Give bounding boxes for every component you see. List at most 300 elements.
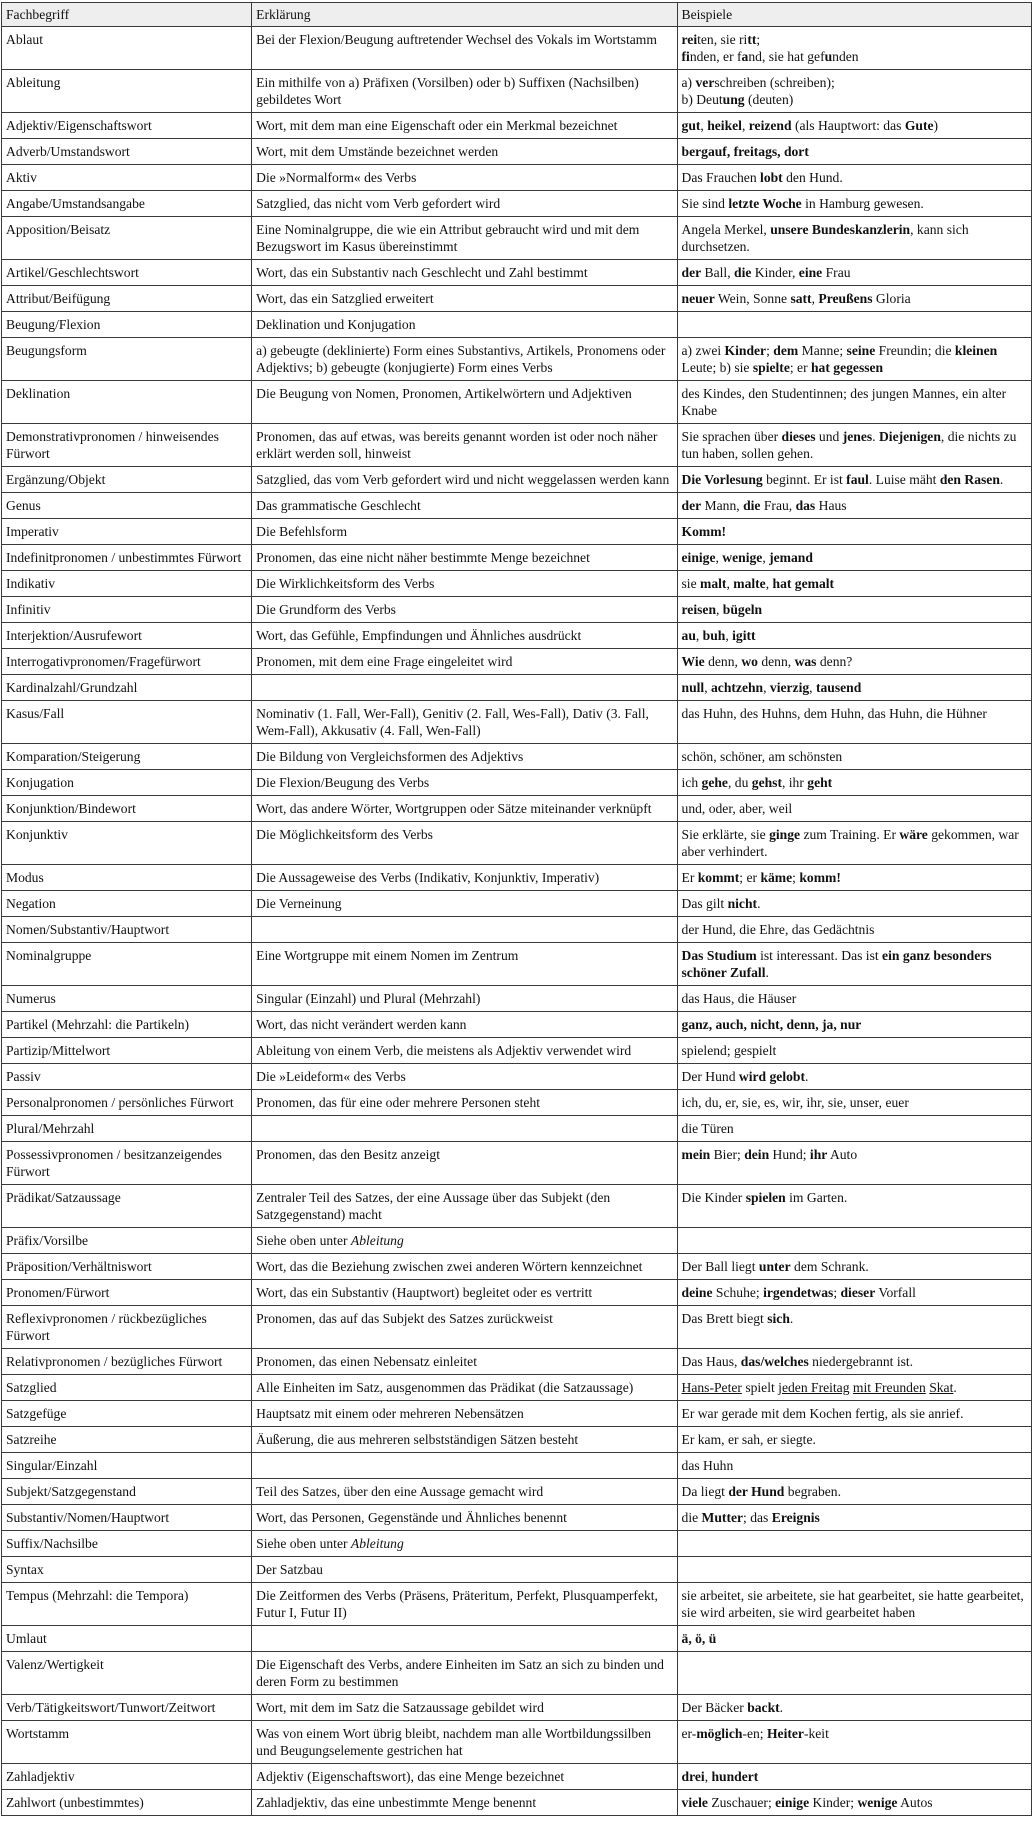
definition-cell <box>252 744 677 770</box>
definition-cell <box>252 1583 677 1626</box>
term-cell: Relativpronomen / bezügliches Fürwort <box>2 1349 252 1375</box>
text-segment: denn, <box>704 654 742 669</box>
text-segment: ist interessant. Das ist <box>756 948 883 963</box>
text-segment: Ein mithilfe von a) Präfixen (Vorsilben) oder b) Suffixen (Nachsilben) gebildetes Wort <box>256 75 639 107</box>
text-segment: Er kam, er sah, er siegte. <box>681 1432 816 1447</box>
definition-cell <box>252 70 677 113</box>
term-cell: Indefinitpronomen / unbestimmtes Fürwort <box>2 545 252 571</box>
text-segment: jeden Freitag <box>778 1380 850 1395</box>
text-segment: Die Verneinung <box>256 896 342 911</box>
text-segment: . Luise mäht <box>868 472 940 487</box>
term-cell: Satzgefüge <box>2 1401 252 1427</box>
term-cell: Tempus (Mehrzahl: die Tempora) <box>2 1583 252 1626</box>
text-segment: Sie erklärte, sie <box>681 827 770 842</box>
definition-cell <box>252 986 677 1012</box>
text-segment: wo <box>741 654 758 669</box>
example-cell <box>677 1116 1031 1142</box>
text-segment: , die nichts zu tun haben, sollen gehen. <box>681 429 1017 461</box>
table-row <box>2 1505 1032 1531</box>
definition-cell <box>252 1505 677 1531</box>
term-cell: Suffix/Nachsilbe <box>2 1531 252 1557</box>
text-segment: gehe <box>701 775 728 790</box>
text-segment: Kinder; <box>809 1795 858 1810</box>
definition-cell <box>252 1453 677 1479</box>
text-segment: . <box>953 1380 957 1395</box>
text-segment: beginnt. Er ist <box>762 472 847 487</box>
term-cell: Indikativ <box>2 571 252 597</box>
term-cell: Plural/Mehrzahl <box>2 1116 252 1142</box>
example-cell <box>677 217 1031 260</box>
table-row <box>2 943 1032 986</box>
text-segment: satt <box>790 291 812 306</box>
term-cell: Umlaut <box>2 1626 252 1652</box>
term-cell: Pronomen/Fürwort <box>2 1280 252 1306</box>
header-row <box>2 3 1032 27</box>
example-cell <box>677 312 1031 338</box>
text-segment: Wort, das Personen, Gegenstände und Ähnliches benennt <box>256 1510 567 1525</box>
term-cell: Subjekt/Satzgegenstand <box>2 1479 252 1505</box>
text-segment: Heiter <box>766 1726 804 1741</box>
text-segment: . <box>804 1069 809 1084</box>
table-row <box>2 1012 1032 1038</box>
definition-cell <box>252 1652 677 1695</box>
text-segment: , <box>700 118 708 133</box>
text-segment: Bier; <box>710 1147 745 1162</box>
text-segment: spielend; gespielt <box>681 1043 777 1058</box>
term-cell: Substantiv/Nomen/Hauptwort <box>2 1505 252 1531</box>
example-cell <box>677 1764 1031 1790</box>
text-segment: Das Haus, <box>681 1354 741 1369</box>
definition-cell <box>252 1721 677 1764</box>
text-segment: , <box>809 680 816 695</box>
text-segment: ten, sie ri <box>697 32 748 47</box>
table-row <box>2 545 1032 571</box>
text-segment: was <box>794 654 817 669</box>
table-row <box>2 1583 1032 1626</box>
definition-cell <box>252 338 677 381</box>
text-segment: nd, sie hat gef <box>748 49 825 64</box>
text-segment: bügeln <box>722 602 763 617</box>
text-segment: Das grammatische Geschlecht <box>256 498 421 513</box>
text-segment: Er <box>681 870 698 885</box>
text-segment: Mutter <box>701 1510 744 1525</box>
text-segment: ; <box>766 343 774 358</box>
table-row <box>2 1090 1032 1116</box>
term-cell: Aktiv <box>2 165 252 191</box>
definition-cell <box>252 943 677 986</box>
definition-cell <box>252 1764 677 1790</box>
text-segment: der <box>681 265 702 280</box>
text-segment: das Huhn <box>681 1458 734 1473</box>
text-segment: Autos <box>897 1795 933 1810</box>
table-row <box>2 381 1032 424</box>
text-segment: Wie <box>681 654 705 669</box>
table-row <box>2 597 1032 623</box>
term-cell: Kardinalzahl/Grundzahl <box>2 675 252 701</box>
term-cell: Deklination <box>2 381 252 424</box>
definition-cell <box>252 1038 677 1064</box>
term-cell: Syntax <box>2 1557 252 1583</box>
text-segment: Er war gerade mit dem Kochen fertig, als sie anrief. <box>681 1406 964 1421</box>
text-segment: der Hund <box>728 1484 785 1499</box>
text-segment: Frau, <box>760 498 796 513</box>
text-segment: ganz, auch, nicht, denn, ja, nur <box>681 1017 862 1032</box>
text-segment: a) gebeugte (deklinierte) Form eines Substantivs, Artikels, Pronomens oder Adjektivs; b) gebeugte (konjugierte) Form eines Verbs <box>256 343 666 375</box>
term-cell: Verb/Tätigkeitswort/Tunwort/Zeitwort <box>2 1695 252 1721</box>
text-segment: . <box>779 1700 784 1715</box>
text-segment: ; das <box>743 1510 772 1525</box>
definition-cell <box>252 519 677 545</box>
table-row <box>2 701 1032 744</box>
example-cell <box>677 1185 1031 1228</box>
text-segment: Satzglied, das nicht vom Verb gefordert wird <box>256 196 501 211</box>
definition-cell <box>252 1142 677 1185</box>
example-cell <box>677 649 1031 675</box>
example-cell <box>677 1306 1031 1349</box>
example-cell <box>677 1721 1031 1764</box>
text-segment: gehst <box>751 775 782 790</box>
term-cell: Artikel/Geschlechtswort <box>2 260 252 286</box>
text-segment: . <box>999 472 1004 487</box>
term-cell: Satzglied <box>2 1375 252 1401</box>
example-cell <box>677 796 1031 822</box>
definition-cell <box>252 1479 677 1505</box>
table-row <box>2 1185 1032 1228</box>
text-segment: dem Schrank. <box>790 1259 869 1274</box>
table-row <box>2 1721 1032 1764</box>
table-row <box>2 1479 1032 1505</box>
term-cell: Valenz/Wertigkeit <box>2 1652 252 1695</box>
text-segment: , <box>811 291 819 306</box>
table-row <box>2 70 1032 113</box>
text-segment: Sie sind <box>681 196 729 211</box>
text-segment: Äußerung, die aus mehreren selbstständigen Sätzen besteht <box>256 1432 579 1447</box>
text-segment: hat gegessen <box>811 360 884 375</box>
example-cell <box>677 865 1031 891</box>
text-segment: Gloria <box>872 291 911 306</box>
text-segment: letzte Woche <box>728 196 802 211</box>
table-row <box>2 1531 1032 1557</box>
definition-cell <box>252 1306 677 1349</box>
text-segment: Nominativ (1. Fall, Wer-Fall), Genitiv (2. Fall, Wes-Fall), Dativ (3. Fall, Wem-Fall), Akkusativ (4. Fall, Wen-Fall) <box>256 706 649 738</box>
text-segment: Das gilt <box>681 896 728 911</box>
definition-cell <box>252 1012 677 1038</box>
text-segment: Zahladjektiv, das eine unbestimmte Menge benennt <box>256 1795 537 1810</box>
text-segment: und <box>815 429 843 444</box>
text-segment: wenige <box>722 550 763 565</box>
text-segment: käme <box>760 870 793 885</box>
definition-cell <box>252 217 677 260</box>
text-segment: unter <box>758 1259 791 1274</box>
definition-cell <box>252 1090 677 1116</box>
text-segment: zum Training. Er <box>800 827 900 842</box>
text-segment: ä, ö, ü <box>681 1631 717 1646</box>
definition-cell <box>252 493 677 519</box>
table-row <box>2 744 1032 770</box>
text-segment: null <box>681 680 705 695</box>
text-segment: Der Satzbau <box>256 1562 323 1577</box>
text-segment: sich <box>767 1311 790 1326</box>
text-segment: dieses <box>781 429 816 444</box>
term-cell: Demonstrativpronomen / hinweisendes Fürwort <box>2 424 252 467</box>
text-segment: die <box>681 1510 702 1525</box>
text-segment: ; <box>756 32 761 47</box>
example-cell <box>677 822 1031 865</box>
table-row <box>2 286 1032 312</box>
text-segment: Ableitung von einem Verb, die meistens als Adjektiv verwendet wird <box>256 1043 632 1058</box>
definition-cell <box>252 865 677 891</box>
text-segment: Pronomen, das für eine oder mehrere Personen steht <box>256 1095 541 1110</box>
example-cell <box>677 467 1031 493</box>
table-row <box>2 519 1032 545</box>
definition-cell <box>252 891 677 917</box>
text-segment: heikel <box>707 118 742 133</box>
text-segment: Ball, <box>701 265 735 280</box>
glossary-header <box>2 3 1032 27</box>
table-row <box>2 338 1032 381</box>
example-cell <box>677 1280 1031 1306</box>
term-cell: Wortstamm <box>2 1721 252 1764</box>
definition-cell <box>252 1626 677 1652</box>
term-cell: Personalpronomen / persönliches Fürwort <box>2 1090 252 1116</box>
table-row <box>2 493 1032 519</box>
example-cell <box>677 1038 1031 1064</box>
term-cell: Konjunktiv <box>2 822 252 865</box>
text-segment: er- <box>681 1726 697 1741</box>
text-segment: im Garten. <box>785 1190 848 1205</box>
term-cell: Satzreihe <box>2 1427 252 1453</box>
definition-cell <box>252 1064 677 1090</box>
text-segment: schön, schöner, am schönsten <box>681 749 843 764</box>
text-segment: reizend <box>748 118 792 133</box>
text-segment: Ableitung <box>350 1536 404 1551</box>
text-segment: Siehe oben unter <box>256 1536 351 1551</box>
text-segment: ; <box>833 1285 841 1300</box>
example-cell <box>677 165 1031 191</box>
text-segment: Leute; b) sie <box>681 360 753 375</box>
term-cell: Zahlwort (unbestimmtes) <box>2 1790 252 1816</box>
text-segment: wird gelobt <box>738 1069 805 1084</box>
text-segment: spielt <box>741 1380 779 1395</box>
text-segment: Die »Normalform« des Verbs <box>256 170 417 185</box>
text-segment: . <box>757 896 761 911</box>
text-segment: Wort, mit dem im Satz die Satzaussage gebildet wird <box>256 1700 544 1715</box>
term-cell: Adjektiv/Eigenschaftswort <box>2 113 252 139</box>
table-row <box>2 1790 1032 1816</box>
text-segment: niedergebrannt ist. <box>808 1354 914 1369</box>
example-cell <box>677 1479 1031 1505</box>
table-row <box>2 1142 1032 1185</box>
table-row <box>2 260 1032 286</box>
text-segment: tt <box>747 32 757 47</box>
text-segment: irgendetwas <box>763 1285 834 1300</box>
text-segment: Das Frauchen <box>681 170 761 185</box>
term-cell: Genus <box>2 493 252 519</box>
text-segment: spielte <box>752 360 790 375</box>
term-cell: Possessivpronomen / besitzanzeigendes Fürwort <box>2 1142 252 1185</box>
text-segment: das Haus, die Häuser <box>681 991 797 1006</box>
text-segment: Gute <box>904 118 934 133</box>
definition-cell <box>252 1401 677 1427</box>
table-row <box>2 1038 1032 1064</box>
text-segment: a) <box>681 75 696 90</box>
table-row <box>2 623 1032 649</box>
term-cell: Negation <box>2 891 252 917</box>
definition-cell <box>252 165 677 191</box>
text-segment: Skat <box>929 1380 954 1395</box>
text-segment: Pronomen, das auf etwas, was bereits genannt worden ist oder noch näher erklärt werden soll, hinweist <box>256 429 658 461</box>
text-segment: Pronomen, das einen Nebensatz einleitet <box>256 1354 477 1369</box>
term-cell: Nominalgruppe <box>2 943 252 986</box>
text-segment: drei <box>681 1769 705 1784</box>
text-segment: den Hund. <box>782 170 843 185</box>
text-segment: Diejenigen <box>878 429 941 444</box>
text-segment: ; <box>792 870 800 885</box>
text-segment: Siehe oben unter <box>256 1233 351 1248</box>
text-segment: buh <box>702 628 726 643</box>
text-segment: des Kindes, den Studentinnen; des jungen Mannes, ein alter Knabe <box>681 386 1007 418</box>
term-cell: Komparation/Steigerung <box>2 744 252 770</box>
text-segment: und, oder, aber, weil <box>681 801 793 816</box>
text-segment: achtzehn <box>711 680 764 695</box>
term-cell: Kasus/Fall <box>2 701 252 744</box>
example-cell <box>677 338 1031 381</box>
text-segment: a <box>741 49 749 64</box>
text-segment: jemand <box>769 550 813 565</box>
text-segment: wenige <box>857 1795 898 1810</box>
text-segment: Hans-Peter <box>681 1380 742 1395</box>
text-segment: kleinen <box>954 343 998 358</box>
term-cell: Interrogativpronomen/Fragefürwort <box>2 649 252 675</box>
definition-cell <box>252 1349 677 1375</box>
text-segment: Die Eigenschaft des Verbs, andere Einheiten im Satz an sich zu binden und deren Form zu bestimmen <box>256 1657 664 1689</box>
definition-cell <box>252 1531 677 1557</box>
text-segment: -keit <box>803 1726 829 1741</box>
term-cell: Infinitiv <box>2 597 252 623</box>
text-segment: . <box>789 1311 794 1326</box>
text-segment: nden, er f <box>689 49 742 64</box>
table-row <box>2 1453 1032 1479</box>
example-cell <box>677 571 1031 597</box>
text-segment: ihr <box>809 1147 828 1162</box>
text-segment: sie <box>681 576 701 591</box>
text-segment: ung <box>722 92 745 107</box>
table-row <box>2 1280 1032 1306</box>
text-segment: die <box>734 265 752 280</box>
text-segment: backt <box>747 1700 780 1715</box>
term-cell: Präfix/Vorsilbe <box>2 1228 252 1254</box>
definition-cell <box>252 27 677 70</box>
definition-cell <box>252 191 677 217</box>
table-row <box>2 1064 1032 1090</box>
text-segment: igitt <box>732 628 756 643</box>
definition-cell <box>252 260 677 286</box>
definition-cell <box>252 139 677 165</box>
text-segment: dem <box>773 343 799 358</box>
text-segment: Was von einem Wort übrig bleibt, nachdem man alle Wortbildungssilben und Beugungselemente gestrichen hat <box>256 1726 652 1758</box>
header-examples: Beispiele <box>677 3 1031 27</box>
definition-cell <box>252 1790 677 1816</box>
text-segment: mein <box>681 1147 711 1162</box>
definition-cell <box>252 770 677 796</box>
text-segment: einige <box>681 550 716 565</box>
text-segment: lobt <box>760 170 783 185</box>
text-segment: vierzig <box>769 680 810 695</box>
term-cell: Passiv <box>2 1064 252 1090</box>
example-cell <box>677 519 1031 545</box>
text-segment: kommt <box>697 870 740 885</box>
text-segment: Wort, das andere Wörter, Wortgruppen oder Sätze miteinander verknüpft <box>256 801 652 816</box>
definition-cell <box>252 312 677 338</box>
definition-cell <box>252 113 677 139</box>
definition-cell <box>252 545 677 571</box>
text-segment: , <box>765 576 773 591</box>
text-segment: der <box>681 498 702 513</box>
definition-cell <box>252 675 677 701</box>
text-segment: u <box>824 49 833 64</box>
text-segment: (als Hauptwort: das <box>791 118 905 133</box>
definition-cell <box>252 597 677 623</box>
definition-cell <box>252 424 677 467</box>
table-row <box>2 675 1032 701</box>
text-segment: sie arbeitet, sie arbeitete, sie hat gearbeitet, sie hatte gearbeitet, sie wird arbeiten, sie wird gearbeitet haben <box>681 1588 1024 1620</box>
table-row <box>2 27 1032 70</box>
definition-cell <box>252 649 677 675</box>
table-row <box>2 1116 1032 1142</box>
term-cell: Konjunktion/Bindewort <box>2 796 252 822</box>
text-segment: Manne; <box>798 343 847 358</box>
text-segment: reisen <box>681 602 716 617</box>
text-segment: Wein, Sonne <box>714 291 791 306</box>
text-segment: , <box>715 550 723 565</box>
text-segment: eine <box>798 265 823 280</box>
table-row <box>2 113 1032 139</box>
term-cell: Ableitung <box>2 70 252 113</box>
text-segment: Angela Merkel, <box>681 222 771 237</box>
text-segment: ; er <box>789 360 811 375</box>
table-row <box>2 796 1032 822</box>
text-segment: Alle Einheiten im Satz, ausgenommen das Prädikat (die Satzaussage) <box>256 1380 634 1395</box>
text-segment: Die Grundform des Verbs <box>256 602 396 617</box>
text-segment: , ihr <box>781 775 808 790</box>
term-cell: Beugungsform <box>2 338 252 381</box>
text-segment: Zentraler Teil des Satzes, der eine Aussage über das Subjekt (den Satzgegenstand) macht <box>256 1190 611 1222</box>
text-segment: geht <box>807 775 833 790</box>
term-cell: Singular/Einzahl <box>2 1453 252 1479</box>
text-segment: Die Aussageweise des Verbs (Indikativ, Konjunktiv, Imperativ) <box>256 870 600 885</box>
term-cell: Präposition/Verhältniswort <box>2 1254 252 1280</box>
text-segment: Mann, <box>701 498 744 513</box>
term-cell: Attribut/Beifügung <box>2 286 252 312</box>
text-segment: Die Zeitformen des Verbs (Präsens, Präteritum, Perfekt, Plusquamperfekt, Futur I, Futur II) <box>256 1588 658 1620</box>
text-segment: Die Wirklichkeitsform des Verbs <box>256 576 435 591</box>
term-cell: Prädikat/Satzaussage <box>2 1185 252 1228</box>
text-segment: das/welches <box>740 1354 809 1369</box>
text-segment: mit Freunden <box>852 1380 926 1395</box>
table-row <box>2 1254 1032 1280</box>
text-segment: Satzglied, das vom Verb gefordert wird und nicht weggelassen werden kann <box>256 472 670 487</box>
example-cell <box>677 1531 1031 1557</box>
text-segment: Der Hund <box>681 1069 739 1084</box>
term-cell: Konjugation <box>2 770 252 796</box>
example-cell <box>677 1626 1031 1652</box>
text-segment: Bei der Flexion/Beugung auftretender Wechsel des Vokals im Wortstamm <box>256 32 657 47</box>
text-segment: . <box>872 429 879 444</box>
example-cell <box>677 1228 1031 1254</box>
table-row <box>2 312 1032 338</box>
table-row <box>2 1349 1032 1375</box>
text-segment: seine <box>846 343 876 358</box>
